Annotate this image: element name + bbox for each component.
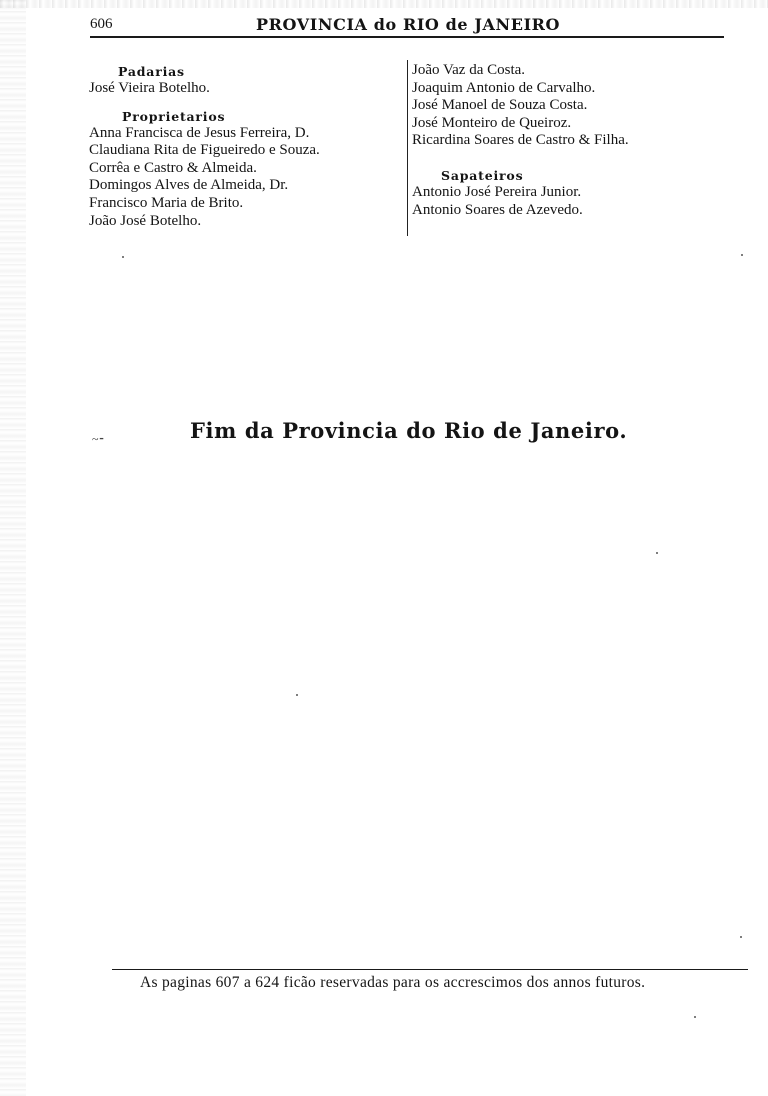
column-divider <box>407 60 408 236</box>
list-item: José Monteiro de Queiroz. <box>412 114 572 131</box>
list-item: João José Botelho. <box>89 212 202 229</box>
list-item: Anna Francisca de Jesus Ferreira, D. <box>89 124 310 141</box>
list-item: Francisco Maria de Brito. <box>89 194 244 211</box>
list-item: José Vieira Botelho. <box>89 80 210 96</box>
footer-note: As paginas 607 a 624 ficão reservadas para os accrescimos dos annos futuros. <box>140 974 646 991</box>
list-item: João Vaz da Costa. <box>412 62 526 78</box>
section-heading-sapateiros: Sapateiros <box>441 167 524 183</box>
ink-speck <box>741 254 743 256</box>
list-item: Domingos Alves de Almeida, Dr. <box>89 177 289 194</box>
list-item: Corrêa e Castro & Almeida. <box>89 159 257 176</box>
ink-speck <box>122 256 124 258</box>
ink-speck <box>740 936 742 938</box>
list-item: José Manoel de Souza Costa. <box>412 97 588 114</box>
ink-speck <box>656 552 658 554</box>
section-heading-proprietarios: Proprietarios <box>122 108 226 124</box>
left-column <box>89 63 399 230</box>
footer-rule <box>112 969 748 970</box>
list-item: Ricardina Soares de Castro & Filha. <box>412 132 629 149</box>
ink-speck <box>694 1016 696 1018</box>
end-title: Fim da Provincia do Rio de Janeiro. <box>190 418 628 443</box>
scan-top-noise <box>0 0 768 8</box>
ink-speck <box>296 694 298 696</box>
page-header <box>90 10 726 36</box>
right-column <box>412 62 732 219</box>
list-item: Claudiana Rita de Figueiredo e Souza. <box>89 142 320 159</box>
list-item: Antonio Soares de Azevedo. <box>412 201 583 218</box>
list-item: Joaquim Antonio de Carvalho. <box>412 79 596 96</box>
page-number: 606 <box>90 16 113 32</box>
ink-mark: ~⁃ <box>92 432 105 446</box>
running-title: PROVINCIA do RIO de JANEIRO <box>256 15 561 34</box>
scan-edge-noise <box>0 0 26 1096</box>
header-rule <box>90 36 724 38</box>
list-item: Antonio José Pereira Junior. <box>412 183 582 200</box>
section-heading-padarias: Padarias <box>118 64 185 79</box>
